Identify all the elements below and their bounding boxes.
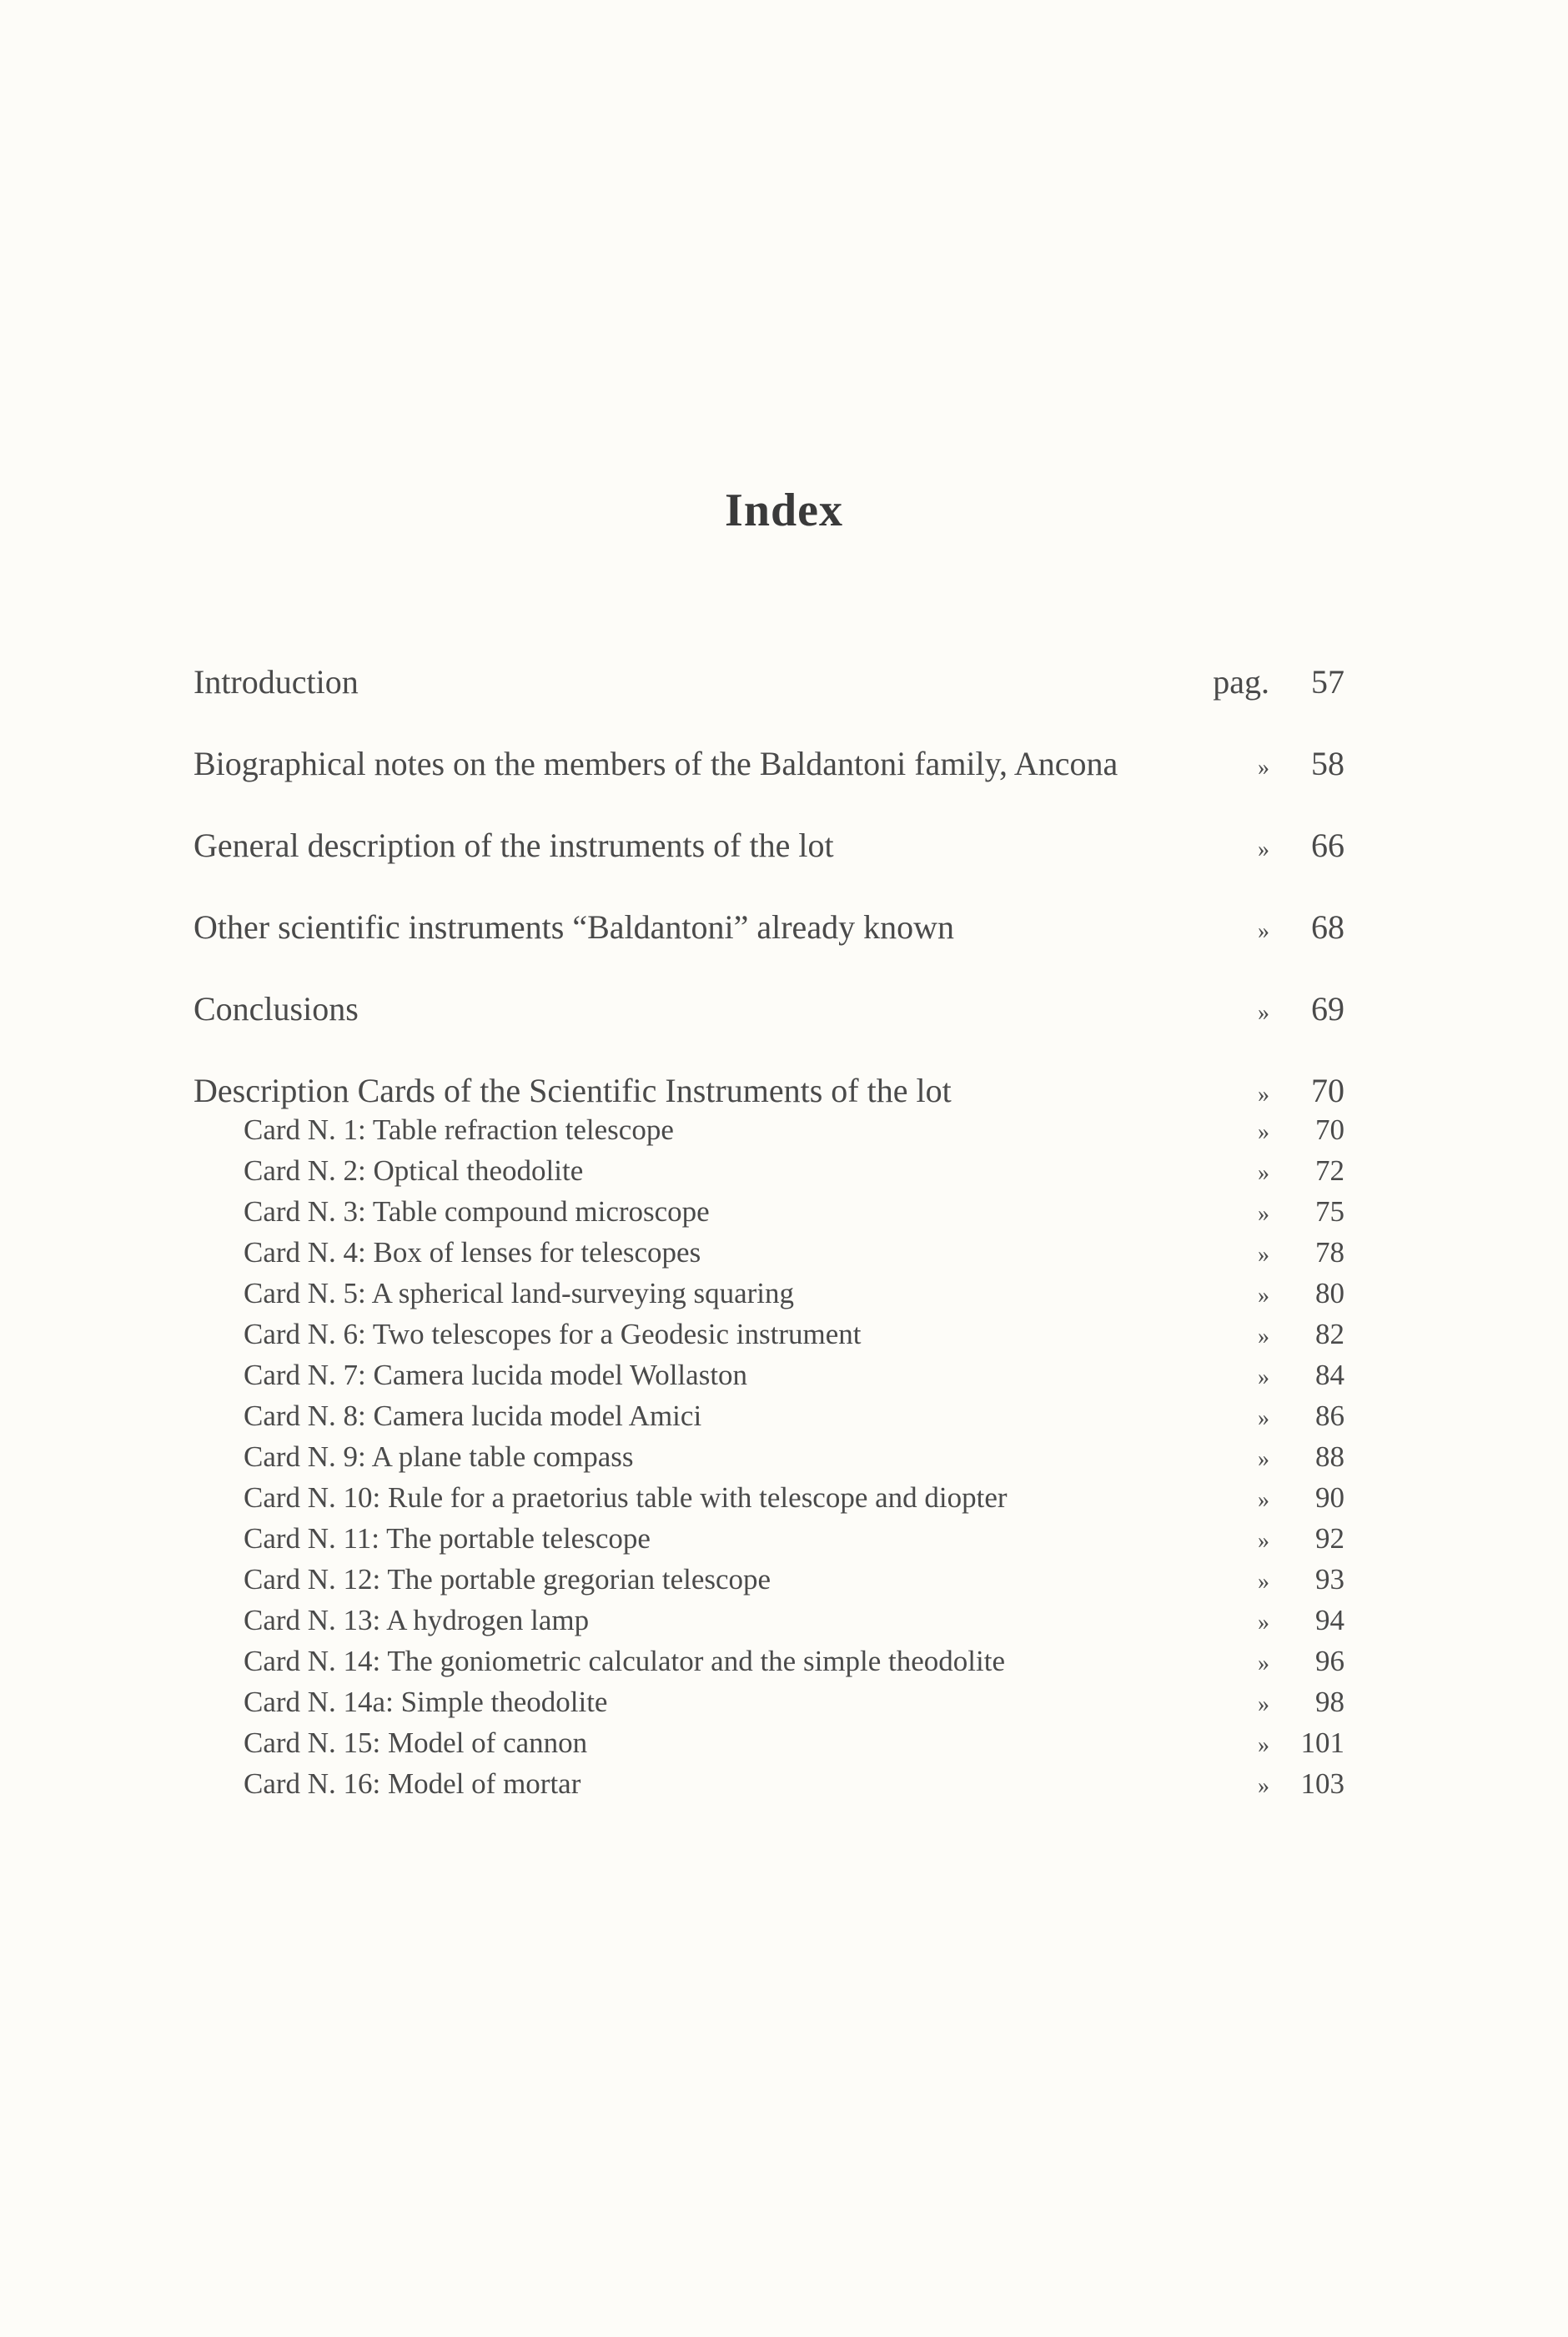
toc-card-page: 103 (1300, 1767, 1344, 1800)
toc-card-separator: » (1258, 1610, 1269, 1636)
toc-card-page: 86 (1315, 1400, 1344, 1432)
toc-card-entry[interactable] (193, 1395, 1344, 1436)
toc-entry-label: Introduction (193, 663, 359, 701)
toc-card-entry[interactable] (193, 1722, 1344, 1763)
toc-card-entry[interactable] (193, 1436, 1344, 1477)
toc-card-separator: » (1258, 1773, 1269, 1799)
toc-entry-label: General description of the instruments of the lot (193, 827, 834, 864)
toc-card-separator: » (1258, 1365, 1269, 1390)
toc-card-separator: » (1258, 1528, 1269, 1554)
toc-card-entry[interactable] (193, 1314, 1344, 1354)
toc-card-page: 94 (1315, 1604, 1344, 1636)
toc-card-page: 90 (1315, 1481, 1344, 1514)
toc-entry-general-description[interactable] (193, 822, 1344, 904)
toc-card-entry[interactable] (193, 1641, 1344, 1681)
toc-card-entry[interactable] (193, 1273, 1344, 1314)
toc-card-label: Card N. 5: A spherical land-surveying squaring (244, 1277, 795, 1309)
toc-entry-page: 68 (1311, 908, 1344, 946)
toc-card-separator: » (1258, 1446, 1269, 1472)
toc-card-page: 80 (1315, 1277, 1344, 1309)
toc-card-page: 96 (1315, 1645, 1344, 1677)
toc-card-entry[interactable] (193, 1518, 1344, 1559)
toc-card-page: 93 (1315, 1563, 1344, 1596)
toc-card-label: Card N. 4: Box of lenses for telescopes (244, 1236, 701, 1269)
toc-card-page: 78 (1315, 1236, 1344, 1269)
toc-card-separator: » (1258, 1651, 1269, 1676)
toc-card-page: 84 (1315, 1359, 1344, 1391)
toc-entry-introduction[interactable] (193, 659, 1344, 741)
toc-card-page: 92 (1315, 1522, 1344, 1555)
toc-card-entry[interactable] (193, 1559, 1344, 1600)
toc-entry-page: 57 (1311, 663, 1344, 701)
toc-card-entry[interactable] (193, 1681, 1344, 1722)
toc-card-label: Card N. 9: A plane table compass (244, 1440, 634, 1473)
toc-entry-separator: » (1258, 1082, 1269, 1108)
toc-card-page: 98 (1315, 1686, 1344, 1718)
toc-card-entry[interactable] (193, 1191, 1344, 1232)
toc-card-label: Card N. 15: Model of cannon (244, 1726, 588, 1759)
toc-card-entry[interactable] (193, 1763, 1344, 1804)
toc-card-label: Card N. 1: Table refraction telescope (244, 1113, 674, 1146)
toc-card-label: Card N. 14: The goniometric calculator and the simple theodolite (244, 1645, 1005, 1677)
toc-card-entry[interactable] (193, 1600, 1344, 1641)
toc-card-page: 88 (1315, 1440, 1344, 1473)
toc-entry-separator: » (1258, 1000, 1269, 1026)
table-of-contents (193, 659, 1344, 1804)
toc-card-page: 101 (1300, 1726, 1344, 1759)
toc-card-label: Card N. 13: A hydrogen lamp (244, 1604, 590, 1636)
toc-entry-label: Conclusions (193, 990, 359, 1028)
toc-card-separator: » (1258, 1119, 1269, 1145)
toc-card-label: Card N. 11: The portable telescope (244, 1522, 651, 1555)
toc-card-label: Card N. 10: Rule for a praetorius table with telescope and diopter (244, 1481, 1008, 1514)
toc-card-separator: » (1258, 1405, 1269, 1431)
toc-card-separator: » (1258, 1691, 1269, 1717)
toc-card-label: Card N. 16: Model of mortar (244, 1767, 581, 1800)
toc-card-label: Card N. 3: Table compound microscope (244, 1195, 710, 1228)
toc-card-entry[interactable] (193, 1232, 1344, 1273)
toc-entry-conclusions[interactable] (193, 986, 1344, 1068)
toc-entry-biographical-notes[interactable] (193, 741, 1344, 822)
toc-card-separator: » (1258, 1732, 1269, 1758)
page-title: Index (725, 485, 843, 536)
toc-card-label: Card N. 14a: Simple theodolite (244, 1686, 608, 1718)
toc-card-page: 75 (1315, 1195, 1344, 1228)
toc-entry-other-instruments[interactable] (193, 904, 1344, 986)
toc-entry-page: 66 (1311, 827, 1344, 864)
toc-entry-description-cards[interactable] (193, 1068, 1344, 1109)
toc-entry-separator: pag. (1213, 663, 1269, 701)
toc-entry-page: 69 (1311, 990, 1344, 1028)
toc-card-page: 70 (1315, 1113, 1344, 1146)
toc-card-entry[interactable] (193, 1477, 1344, 1518)
toc-card-label: Card N. 7: Camera lucida model Wollaston (244, 1359, 748, 1391)
toc-entry-separator: » (1258, 837, 1269, 862)
toc-entry-label: Biographical notes on the members of the Baldantoni family, Ancona (193, 745, 1118, 782)
toc-card-separator: » (1258, 1160, 1269, 1186)
toc-entry-label: Other scientific instruments “Baldantoni” already known (193, 908, 954, 946)
toc-card-separator: » (1258, 1201, 1269, 1227)
toc-card-separator: » (1258, 1324, 1269, 1349)
toc-card-label: Card N. 6: Two telescopes for a Geodesic instrument (244, 1318, 862, 1350)
toc-card-entry[interactable] (193, 1109, 1344, 1150)
toc-card-entry[interactable] (193, 1354, 1344, 1395)
toc-card-page: 72 (1315, 1154, 1344, 1187)
toc-card-separator: » (1258, 1242, 1269, 1268)
toc-entry-separator: » (1258, 755, 1269, 781)
toc-entry-label: Description Cards of the Scientific Instruments of the lot (193, 1072, 952, 1109)
toc-card-label: Card N. 8: Camera lucida model Amici (244, 1400, 702, 1432)
toc-card-label: Card N. 2: Optical theodolite (244, 1154, 584, 1187)
toc-card-separator: » (1258, 1487, 1269, 1513)
toc-card-entry[interactable] (193, 1150, 1344, 1191)
toc-card-page: 82 (1315, 1318, 1344, 1350)
toc-entry-page: 70 (1311, 1072, 1344, 1109)
toc-card-separator: » (1258, 1569, 1269, 1595)
toc-entry-page: 58 (1311, 745, 1344, 782)
toc-entry-separator: » (1258, 918, 1269, 944)
toc-card-label: Card N. 12: The portable gregorian telescope (244, 1563, 771, 1596)
toc-card-separator: » (1258, 1283, 1269, 1309)
